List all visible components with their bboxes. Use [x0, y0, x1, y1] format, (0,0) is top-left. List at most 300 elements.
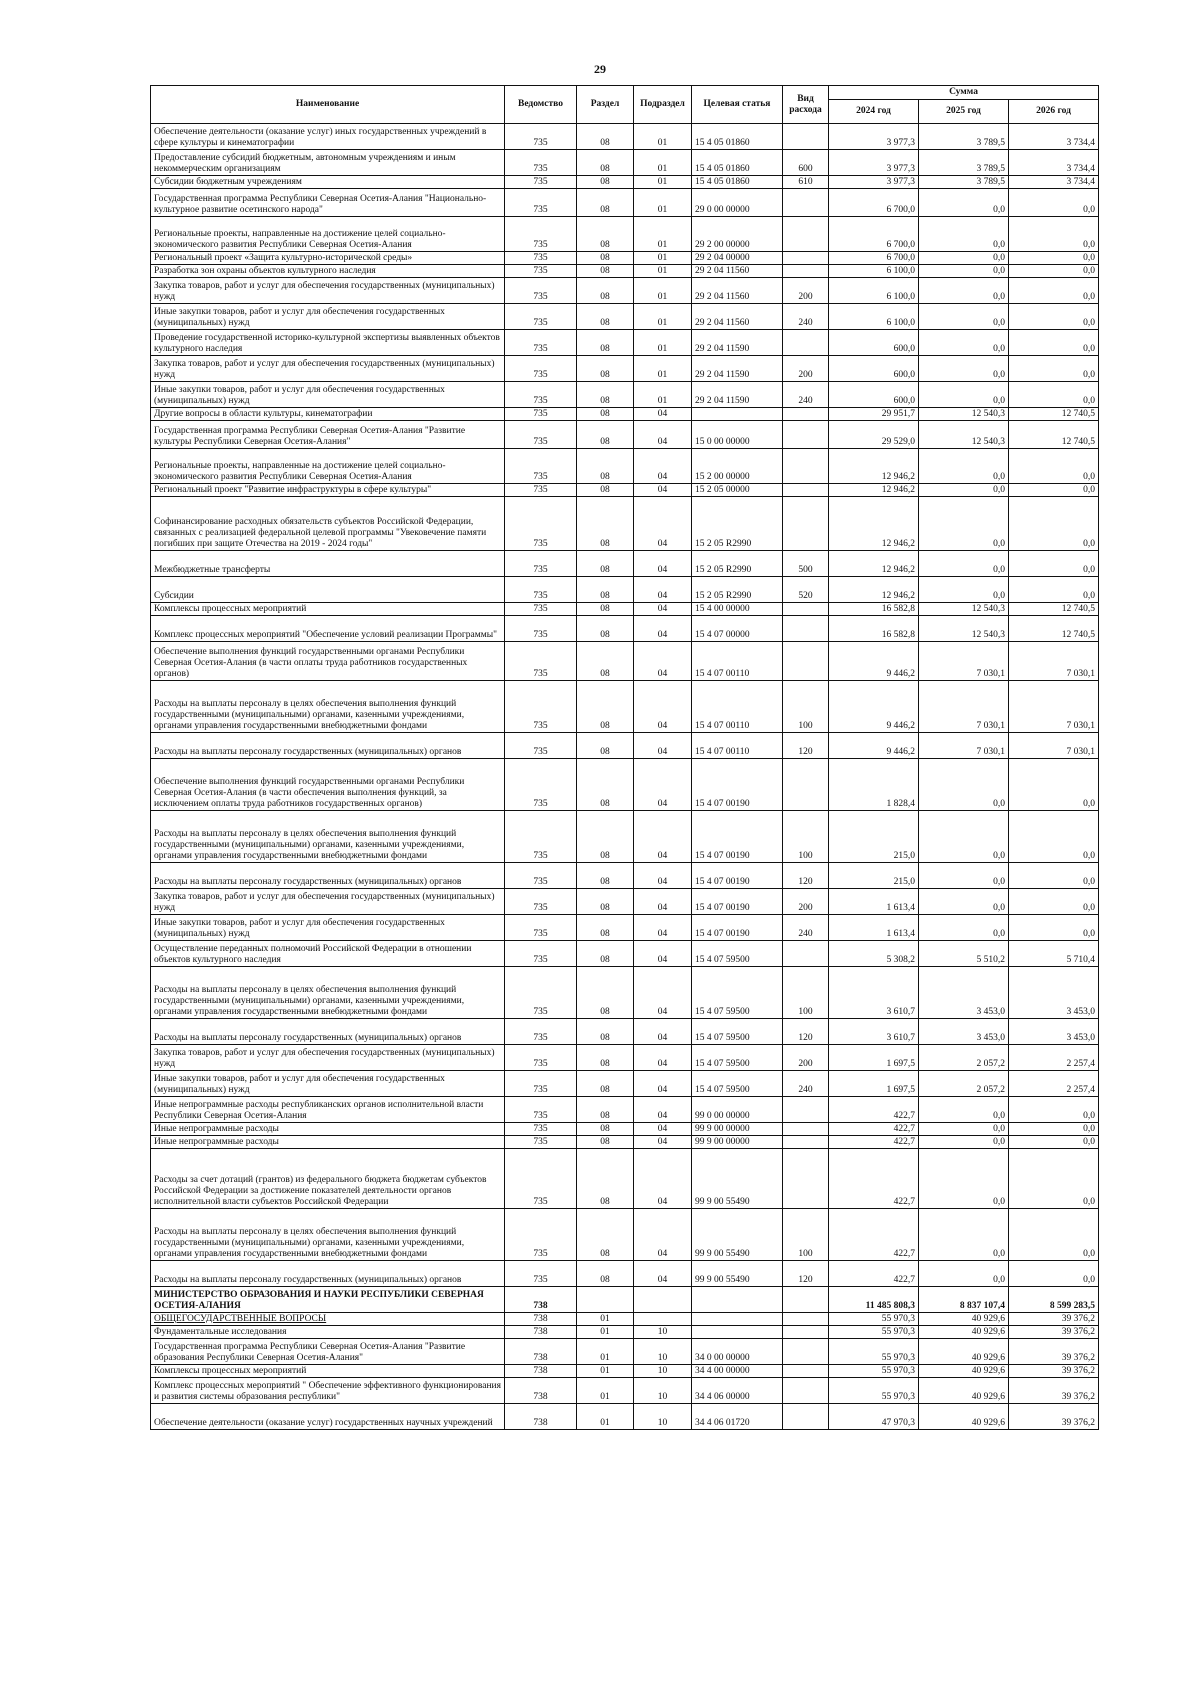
row-expense-type: [783, 1378, 829, 1404]
table-row: [151, 330, 1099, 356]
row-name: Расходы на выплаты персоналу в целях обеспечения выполнения функций государственными (муниципальными) органами, казенными учреждениями, органами управления государственными внебюджетными фондами: [151, 681, 505, 733]
row-subsection: 04: [634, 421, 692, 449]
row-sum-2024: 1 697,5: [829, 1045, 919, 1071]
row-section: 08: [577, 278, 634, 304]
row-target: [692, 1326, 783, 1339]
row-section: 01: [577, 1378, 634, 1404]
row-expense-type: 610: [783, 176, 829, 189]
row-sum-2025: 12 540,3: [919, 421, 1009, 449]
row-target: 34 0 00 00000: [692, 1339, 783, 1365]
table-row: [151, 811, 1099, 863]
row-expense-type: [783, 1313, 829, 1326]
row-dept: 735: [505, 811, 577, 863]
row-name: Комплексы процессных мероприятий: [151, 603, 505, 616]
row-sum-2024: 215,0: [829, 811, 919, 863]
header-section: Раздел: [577, 86, 634, 124]
row-target: 29 2 04 11560: [692, 265, 783, 278]
row-name: Расходы на выплаты персоналу в целях обеспечения выполнения функций государственными (муниципальными) органами, казенными учреждениями, органами управления государственными внебюджетными фондами: [151, 967, 505, 1019]
row-dept: 738: [505, 1326, 577, 1339]
row-expense-type: 500: [783, 551, 829, 577]
row-subsection: 10: [634, 1378, 692, 1404]
row-name: Региональный проект «Защита культурно-исторической среды»: [151, 252, 505, 265]
row-sum-2025: 7 030,1: [919, 733, 1009, 759]
row-section: 08: [577, 408, 634, 421]
row-dept: 738: [505, 1378, 577, 1404]
row-section: 08: [577, 1097, 634, 1123]
row-sum-2026: 12 740,5: [1009, 603, 1099, 616]
row-section: 08: [577, 811, 634, 863]
row-section: 01: [577, 1326, 634, 1339]
row-dept: 735: [505, 889, 577, 915]
row-subsection: 04: [634, 449, 692, 484]
row-section: 01: [577, 1365, 634, 1378]
row-target: 15 4 07 59500: [692, 1019, 783, 1045]
row-name: Межбюджетные трансферты: [151, 551, 505, 577]
row-dept: 735: [505, 603, 577, 616]
row-section: 08: [577, 967, 634, 1019]
table-row: [151, 733, 1099, 759]
row-sum-2024: 1 613,4: [829, 889, 919, 915]
row-sum-2025: 0,0: [919, 330, 1009, 356]
row-expense-type: [783, 1123, 829, 1136]
row-sum-2025: 3 453,0: [919, 1019, 1009, 1045]
row-sum-2025: 0,0: [919, 1149, 1009, 1209]
row-target: 15 4 07 00110: [692, 681, 783, 733]
row-dept: 735: [505, 733, 577, 759]
row-section: 08: [577, 189, 634, 217]
row-expense-type: 200: [783, 356, 829, 382]
row-sum-2026: 3 734,4: [1009, 176, 1099, 189]
row-expense-type: [783, 759, 829, 811]
row-name: Расходы на выплаты персоналу государственных (муниципальных) органов: [151, 733, 505, 759]
row-name: Региональные проекты, направленные на достижение целей социально-экономического развития Республики Северная Осетия-Алания: [151, 217, 505, 252]
row-sum-2025: 0,0: [919, 252, 1009, 265]
row-sum-2026: 3 734,4: [1009, 124, 1099, 150]
row-dept: 735: [505, 408, 577, 421]
row-sum-2025: 40 929,6: [919, 1378, 1009, 1404]
table-row: [151, 1404, 1099, 1430]
row-expense-type: 240: [783, 1071, 829, 1097]
row-name: Иные непрограммные расходы: [151, 1136, 505, 1149]
table-row: [151, 124, 1099, 150]
header-2025: 2025 год: [919, 100, 1009, 124]
row-sum-2025: 0,0: [919, 497, 1009, 551]
row-expense-type: [783, 1404, 829, 1430]
row-section: 08: [577, 1045, 634, 1071]
row-dept: 738: [505, 1313, 577, 1326]
row-section: 08: [577, 1136, 634, 1149]
row-section: 08: [577, 733, 634, 759]
row-expense-type: 120: [783, 733, 829, 759]
table-body: [151, 124, 1099, 1430]
row-sum-2024: 215,0: [829, 863, 919, 889]
row-sum-2026: 0,0: [1009, 1097, 1099, 1123]
row-sum-2025: 0,0: [919, 449, 1009, 484]
row-section: 08: [577, 150, 634, 176]
header-name: Наименование: [151, 86, 505, 124]
table-row: [151, 1261, 1099, 1287]
row-name: Обеспечение деятельности (оказание услуг) государственных научных учреждений: [151, 1404, 505, 1430]
row-name: Обеспечение деятельности (оказание услуг) иных государственных учреждений в сфере культуры и кинематографии: [151, 124, 505, 150]
row-sum-2025: 40 929,6: [919, 1313, 1009, 1326]
row-sum-2024: 3 977,3: [829, 150, 919, 176]
row-sum-2024: 3 977,3: [829, 176, 919, 189]
row-dept: 738: [505, 1404, 577, 1430]
table-row: [151, 1019, 1099, 1045]
row-section: 08: [577, 915, 634, 941]
row-name: Иные закупки товаров, работ и услуг для обеспечения государственных (муниципальных) нужд: [151, 1071, 505, 1097]
row-expense-type: [783, 330, 829, 356]
row-target: 34 4 00 00000: [692, 1365, 783, 1378]
row-dept: 735: [505, 330, 577, 356]
row-dept: 735: [505, 681, 577, 733]
row-target: [692, 1313, 783, 1326]
row-name: Предоставление субсидий бюджетным, автономным учреждениям и иным некоммерческим организациям: [151, 150, 505, 176]
row-sum-2024: 12 946,2: [829, 497, 919, 551]
row-sum-2026: 3 453,0: [1009, 967, 1099, 1019]
row-subsection: 04: [634, 616, 692, 642]
header-expense-type: Вид расхода: [783, 86, 829, 124]
row-target: 29 0 00 00000: [692, 189, 783, 217]
row-dept: 735: [505, 1123, 577, 1136]
row-subsection: 04: [634, 863, 692, 889]
row-section: 08: [577, 484, 634, 497]
row-name: Расходы на выплаты персоналу государственных (муниципальных) органов: [151, 1019, 505, 1045]
row-section: 08: [577, 1261, 634, 1287]
row-expense-type: 120: [783, 1019, 829, 1045]
row-sum-2024: 29 529,0: [829, 421, 919, 449]
row-name: Расходы на выплаты персоналу в целях обеспечения выполнения функций государственными (муниципальными) органами, казенными учреждениями, органами управления государственными внебюджетными фондами: [151, 811, 505, 863]
row-section: 01: [577, 1313, 634, 1326]
row-target: 99 9 00 00000: [692, 1136, 783, 1149]
row-sum-2026: 0,0: [1009, 217, 1099, 252]
row-sum-2026: 0,0: [1009, 265, 1099, 278]
row-sum-2026: 39 376,2: [1009, 1404, 1099, 1430]
row-target: 29 2 04 11560: [692, 278, 783, 304]
row-dept: 735: [505, 551, 577, 577]
row-sum-2024: 9 446,2: [829, 681, 919, 733]
row-sum-2025: 0,0: [919, 1097, 1009, 1123]
table-row: [151, 176, 1099, 189]
row-dept: 735: [505, 1019, 577, 1045]
table-row: [151, 863, 1099, 889]
row-sum-2024: 600,0: [829, 356, 919, 382]
header-dept: Ведомство: [505, 86, 577, 124]
row-sum-2026: 7 030,1: [1009, 642, 1099, 681]
row-section: 08: [577, 1019, 634, 1045]
row-subsection: 04: [634, 1209, 692, 1261]
row-name: Иные закупки товаров, работ и услуг для обеспечения государственных (муниципальных) нужд: [151, 915, 505, 941]
row-dept: 735: [505, 356, 577, 382]
table-row: [151, 189, 1099, 217]
row-expense-type: [783, 1287, 829, 1313]
row-dept: 735: [505, 1097, 577, 1123]
table-row: [151, 577, 1099, 603]
row-subsection: 04: [634, 915, 692, 941]
table-row: [151, 603, 1099, 616]
row-dept: 735: [505, 217, 577, 252]
row-section: 08: [577, 421, 634, 449]
row-section: 08: [577, 356, 634, 382]
row-dept: 735: [505, 941, 577, 967]
row-sum-2025: 3 453,0: [919, 967, 1009, 1019]
row-subsection: 04: [634, 759, 692, 811]
row-expense-type: 100: [783, 967, 829, 1019]
row-dept: 735: [505, 382, 577, 408]
row-name: Иные непрограммные расходы: [151, 1123, 505, 1136]
row-subsection: 04: [634, 642, 692, 681]
row-sum-2025: 40 929,6: [919, 1404, 1009, 1430]
row-sum-2024: 55 970,3: [829, 1326, 919, 1339]
table-row: [151, 941, 1099, 967]
row-sum-2026: 0,0: [1009, 863, 1099, 889]
row-name: Комплексы процессных мероприятий: [151, 1365, 505, 1378]
row-sum-2025: 8 837 107,4: [919, 1287, 1009, 1313]
row-dept: 735: [505, 967, 577, 1019]
row-name: Расходы на выплаты персоналу в целях обеспечения выполнения функций государственными (муниципальными) органами, казенными учреждениями, органами управления государственными внебюджетными фондами: [151, 1209, 505, 1261]
row-target: 15 4 07 00190: [692, 889, 783, 915]
row-dept: 738: [505, 1339, 577, 1365]
row-expense-type: [783, 1365, 829, 1378]
row-sum-2024: 9 446,2: [829, 733, 919, 759]
row-sum-2025: 7 030,1: [919, 642, 1009, 681]
row-target: 29 2 04 11590: [692, 356, 783, 382]
table-row: [151, 889, 1099, 915]
row-subsection: 01: [634, 124, 692, 150]
table-row: [151, 1209, 1099, 1261]
row-dept: 735: [505, 577, 577, 603]
row-sum-2026: 0,0: [1009, 252, 1099, 265]
row-sum-2024: 6 700,0: [829, 189, 919, 217]
row-dept: 735: [505, 189, 577, 217]
row-sum-2026: 0,0: [1009, 551, 1099, 577]
table-row: [151, 497, 1099, 551]
row-sum-2026: 0,0: [1009, 449, 1099, 484]
row-expense-type: 200: [783, 889, 829, 915]
row-sum-2024: 12 946,2: [829, 484, 919, 497]
row-subsection: [634, 1313, 692, 1326]
row-sum-2025: 0,0: [919, 356, 1009, 382]
row-name: Региональный проект "Развитие инфраструктуры в сфере культуры": [151, 484, 505, 497]
row-target: 15 2 05 R2990: [692, 497, 783, 551]
row-sum-2025: 0,0: [919, 915, 1009, 941]
row-subsection: 04: [634, 733, 692, 759]
row-expense-type: 100: [783, 681, 829, 733]
table-row: [151, 1365, 1099, 1378]
row-sum-2025: 12 540,3: [919, 616, 1009, 642]
row-dept: 738: [505, 1287, 577, 1313]
row-sum-2025: 40 929,6: [919, 1326, 1009, 1339]
row-section: 08: [577, 551, 634, 577]
row-subsection: 04: [634, 941, 692, 967]
row-sum-2024: 6 100,0: [829, 265, 919, 278]
row-subsection: 10: [634, 1404, 692, 1430]
row-subsection: 04: [634, 497, 692, 551]
row-expense-type: [783, 408, 829, 421]
row-expense-type: [783, 1136, 829, 1149]
row-section: [577, 1287, 634, 1313]
row-subsection: 04: [634, 408, 692, 421]
row-subsection: 04: [634, 889, 692, 915]
row-expense-type: 240: [783, 915, 829, 941]
row-sum-2025: 0,0: [919, 189, 1009, 217]
row-sum-2026: 39 376,2: [1009, 1378, 1099, 1404]
row-sum-2026: 12 740,5: [1009, 421, 1099, 449]
row-name: Государственная программа Республики Северная Осетия-Алания "Развитие образования Республики Северная Осетия-Алания": [151, 1339, 505, 1365]
row-section: 01: [577, 1339, 634, 1365]
row-subsection: 04: [634, 1149, 692, 1209]
row-expense-type: 240: [783, 304, 829, 330]
row-expense-type: 600: [783, 150, 829, 176]
row-target: 15 2 05 00000: [692, 484, 783, 497]
row-expense-type: [783, 1326, 829, 1339]
row-section: 08: [577, 863, 634, 889]
row-sum-2025: 12 540,3: [919, 603, 1009, 616]
row-sum-2024: 6 100,0: [829, 278, 919, 304]
table-row: [151, 449, 1099, 484]
row-sum-2024: 47 970,3: [829, 1404, 919, 1430]
row-name: Иные закупки товаров, работ и услуг для обеспечения государственных (муниципальных) нужд: [151, 304, 505, 330]
row-target: 15 4 05 01860: [692, 150, 783, 176]
row-sum-2025: 40 929,6: [919, 1365, 1009, 1378]
table-row: [151, 150, 1099, 176]
row-dept: 735: [505, 176, 577, 189]
row-section: 08: [577, 759, 634, 811]
row-sum-2025: 2 057,2: [919, 1045, 1009, 1071]
table-row: [151, 408, 1099, 421]
row-dept: 735: [505, 616, 577, 642]
row-dept: 735: [505, 1071, 577, 1097]
row-target: 15 4 07 59500: [692, 941, 783, 967]
row-section: 08: [577, 1123, 634, 1136]
row-section: 08: [577, 124, 634, 150]
row-target: 15 4 07 00190: [692, 915, 783, 941]
row-sum-2024: 16 582,8: [829, 603, 919, 616]
row-name: Закупка товаров, работ и услуг для обеспечения государственных (муниципальных) нужд: [151, 278, 505, 304]
row-sum-2026: 0,0: [1009, 330, 1099, 356]
row-target: 34 4 06 01720: [692, 1404, 783, 1430]
row-target: 15 4 05 01860: [692, 124, 783, 150]
row-expense-type: 120: [783, 1261, 829, 1287]
row-subsection: 04: [634, 681, 692, 733]
row-target: 15 4 07 59500: [692, 1071, 783, 1097]
row-sum-2025: 0,0: [919, 1209, 1009, 1261]
row-section: 08: [577, 330, 634, 356]
row-subsection: 01: [634, 278, 692, 304]
row-dept: 735: [505, 915, 577, 941]
row-sum-2025: 0,0: [919, 551, 1009, 577]
row-name: Субсидии бюджетным учреждениям: [151, 176, 505, 189]
row-target: 29 2 04 11590: [692, 330, 783, 356]
row-subsection: 04: [634, 811, 692, 863]
row-sum-2024: 55 970,3: [829, 1378, 919, 1404]
row-subsection: 01: [634, 356, 692, 382]
row-sum-2026: 12 740,5: [1009, 616, 1099, 642]
row-sum-2025: 0,0: [919, 889, 1009, 915]
row-target: 15 4 00 00000: [692, 603, 783, 616]
row-section: 08: [577, 889, 634, 915]
row-sum-2025: 0,0: [919, 577, 1009, 603]
page-number: 29: [594, 62, 606, 76]
table-row: [151, 616, 1099, 642]
row-name: Закупка товаров, работ и услуг для обеспечения государственных (муниципальных) нужд: [151, 889, 505, 915]
row-sum-2024: 16 582,8: [829, 616, 919, 642]
table-row: [151, 1326, 1099, 1339]
row-dept: 735: [505, 252, 577, 265]
row-expense-type: [783, 449, 829, 484]
row-sum-2024: 3 610,7: [829, 1019, 919, 1045]
row-sum-2026: 2 257,4: [1009, 1071, 1099, 1097]
row-expense-type: [783, 642, 829, 681]
row-name: Обеспечение выполнения функций государственными органами Республики Северная Осетия-Алания (в части обеспечения выполнения функций, за исключением оплаты труда работников государственных органов): [151, 759, 505, 811]
row-sum-2025: 0,0: [919, 484, 1009, 497]
table-row: [151, 1149, 1099, 1209]
row-dept: 735: [505, 1149, 577, 1209]
row-sum-2025: 0,0: [919, 759, 1009, 811]
row-subsection: 04: [634, 1261, 692, 1287]
row-sum-2024: 5 308,2: [829, 941, 919, 967]
row-sum-2026: 0,0: [1009, 759, 1099, 811]
row-dept: 735: [505, 642, 577, 681]
row-expense-type: [783, 124, 829, 150]
row-subsection: 10: [634, 1365, 692, 1378]
row-target: 15 4 07 00110: [692, 733, 783, 759]
row-subsection: 04: [634, 484, 692, 497]
row-expense-type: [783, 497, 829, 551]
row-target: 99 9 00 55490: [692, 1261, 783, 1287]
table-row: [151, 1097, 1099, 1123]
row-subsection: 04: [634, 967, 692, 1019]
row-sum-2026: 7 030,1: [1009, 733, 1099, 759]
header-2024: 2024 год: [829, 100, 919, 124]
header-subsection: Подраздел: [634, 86, 692, 124]
row-target: 29 2 04 00000: [692, 252, 783, 265]
row-section: 08: [577, 642, 634, 681]
row-name: МИНИСТЕРСТВО ОБРАЗОВАНИЯ И НАУКИ РЕСПУБЛИКИ СЕВЕРНАЯ ОСЕТИЯ-АЛАНИЯ: [151, 1287, 505, 1313]
row-sum-2026: 7 030,1: [1009, 681, 1099, 733]
row-sum-2026: 0,0: [1009, 889, 1099, 915]
table-row: [151, 681, 1099, 733]
row-sum-2025: 0,0: [919, 382, 1009, 408]
row-sum-2025: 0,0: [919, 217, 1009, 252]
table-row: [151, 252, 1099, 265]
row-expense-type: [783, 217, 829, 252]
row-sum-2026: 0,0: [1009, 189, 1099, 217]
row-name: Расходы на выплаты персоналу государственных (муниципальных) органов: [151, 1261, 505, 1287]
table-row: [151, 1136, 1099, 1149]
row-target: 15 4 07 59500: [692, 967, 783, 1019]
row-sum-2026: 0,0: [1009, 382, 1099, 408]
row-target: 29 2 00 00000: [692, 217, 783, 252]
row-sum-2026: 0,0: [1009, 1136, 1099, 1149]
table-row: [151, 1313, 1099, 1326]
row-sum-2025: 0,0: [919, 863, 1009, 889]
row-sum-2024: 422,7: [829, 1097, 919, 1123]
row-sum-2024: 600,0: [829, 330, 919, 356]
header-target: Целевая статья: [692, 86, 783, 124]
row-name: Расходы на выплаты персоналу государственных (муниципальных) органов: [151, 863, 505, 889]
row-dept: 738: [505, 1365, 577, 1378]
row-target: 15 4 07 00190: [692, 811, 783, 863]
row-subsection: 10: [634, 1326, 692, 1339]
row-sum-2024: 55 970,3: [829, 1339, 919, 1365]
row-dept: 735: [505, 265, 577, 278]
row-sum-2024: 422,7: [829, 1261, 919, 1287]
row-subsection: 01: [634, 150, 692, 176]
row-sum-2026: 5 710,4: [1009, 941, 1099, 967]
table-row: [151, 1045, 1099, 1071]
row-dept: 735: [505, 1209, 577, 1261]
